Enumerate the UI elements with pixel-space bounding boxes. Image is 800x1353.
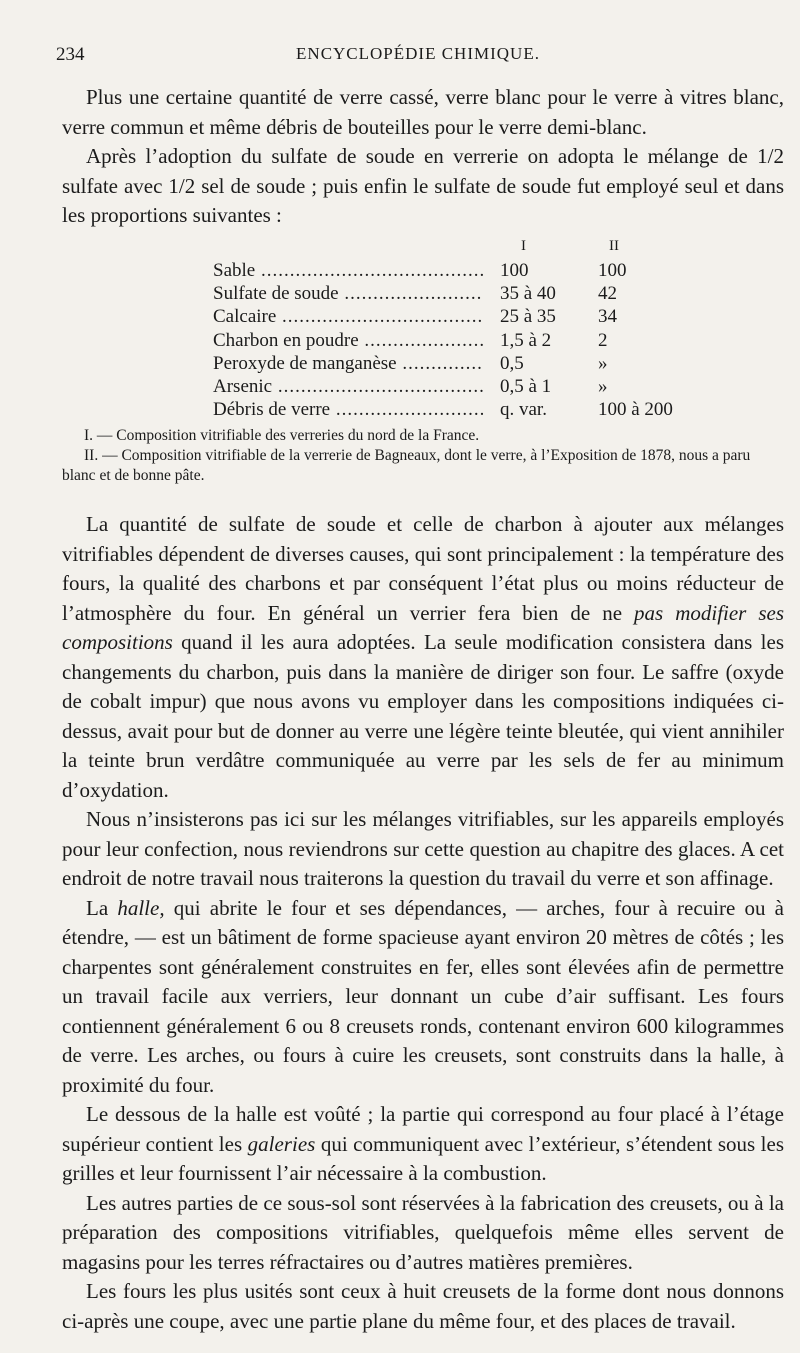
text-run: qui abrite le four et ses dépendances, — arches, four à recuire ou à étendre, — est un bâtiment de forme spacieuse ayant environ 20 mètres de côtés ; les charpentes sont généralement construites en fer, elles sont élevées afin de permettre un travail facile aux verriers, leur donnant un cube d’air suffisant. Les fours contiennent généralement 6 ou 8 creusets ronds, contenant environ 600 kilogrammes de verre. Les arches, ou fours à cuire les creusets, sont construits dans la halle, à proximité du four. [62, 895, 784, 1097]
value-col-i: 1,5 à 2 [500, 329, 552, 351]
page-number: 234 [56, 44, 85, 65]
paragraph-intro-1: Plus une certaine quantité de verre cassé, verre blanc pour le verre à vitres blanc, verre commun et même débris de bouteilles pour le verre demi-blanc. [62, 85, 784, 139]
table-row [213, 353, 683, 376]
ingredient-name: Arsenic ..... [213, 376, 483, 398]
value-col-i: 100 [500, 260, 529, 281]
value-col-ii: » [598, 352, 608, 374]
text-run: quand il les aura adoptées. La seule modification consistera dans les changements du charbon, puis dans la manière de diriger son four. Le saffre (oxyde de cobalt impur) que nous avons vu employer dans les compositions indiquées ci-dessus, avait pour but de donner au verre une légère teinte bleutée, qui vient annihiler la teinte brun verdâtre communiquée au verre par les sels de fer au minimum d’oxydation. [62, 630, 784, 802]
ingredient-name: Peroxyde de manganèse ..... [213, 353, 483, 375]
value-col-ii: 100 à 200 [598, 399, 673, 421]
value-col-ii: 100 [598, 260, 627, 281]
table-header [213, 234, 683, 260]
page-header [56, 44, 780, 70]
table-row [213, 260, 683, 283]
table-row [213, 330, 683, 353]
running-title: ENCYCLOPÉDIE CHIMIQUE. [296, 44, 540, 63]
value-col-i: 25 à 35 [500, 306, 556, 328]
footnote-ii: II. — Composition vitrifiable de la verrerie de Bagneaux, dont le verre, à l’Exposition de 1878, nous a paru blanc et de bonne pâte. [62, 447, 751, 484]
main-text [62, 510, 784, 1336]
italic-emphasis: galeries [247, 1131, 316, 1156]
paragraph-intro-2: Après l’adoption du sulfate de soude en verrerie on adopta le mélange de 1/2 sulfate avec 1/2 sel de soude ; puis enfin le sulfate de soude fut employé seul et dans les proportions suivantes : [62, 144, 784, 227]
paragraph-dessous [62, 1100, 784, 1189]
table-row [213, 399, 683, 422]
text-run: Le dessous de la halle est voûté ; la partie qui correspond au four placé à l’étage supérieur contient les [62, 1102, 784, 1156]
value-col-ii: 34 [598, 306, 617, 328]
ingredient-name: Sable ..... [213, 260, 483, 282]
table-row [213, 306, 683, 329]
footnote-i: I. — Composition vitrifiable des verreries du nord de la France. [84, 427, 480, 444]
italic-emphasis: pas modifier ses compositions [62, 600, 784, 654]
value-col-i: 0,5 à 1 [500, 375, 552, 397]
paragraph-sulfate [62, 510, 784, 805]
column-header-ii: II [609, 238, 619, 254]
ingredient-name: Calcaire ..... [213, 306, 483, 328]
text-run: qui communiquent avec l’extérieur, s’étendent sous les grilles et leur fournissent l’air nécessaire à la combustion. [62, 1131, 785, 1185]
table-row [213, 376, 683, 399]
ingredient-name: Charbon en poudre ..... [213, 330, 483, 352]
value-col-ii: 2 [598, 329, 608, 351]
paragraph-halle [62, 894, 784, 1101]
ingredient-name: Sulfate de soude ..... [213, 283, 483, 305]
intro-section [62, 83, 784, 231]
value-col-ii: » [598, 375, 608, 397]
text-run: La [86, 895, 118, 920]
ingredient-name: Débris de verre ..... [213, 399, 483, 421]
table-row [213, 283, 683, 306]
column-header-i: I [521, 238, 526, 254]
paragraph-fours: Les fours les plus usités sont ceux à huit creusets de la forme dont nous donnons ci-après une coupe, avec une partie plane du même four, et des places de travail. [62, 1279, 784, 1333]
value-col-i: 0,5 [500, 352, 524, 374]
table-footnotes [62, 426, 780, 486]
composition-table [213, 234, 683, 422]
value-col-i: 35 à 40 [500, 283, 556, 305]
paragraph-melanges: Nous n’insisterons pas ici sur les mélanges vitrifiables, sur les appareils employés pour leur confection, nous reviendrons sur cette question au chapitre des glaces. A cet endroit de notre travail nous traiterons la question du travail du verre et son affinage. [62, 807, 784, 890]
value-col-i: q. var. [500, 399, 547, 421]
value-col-ii: 42 [598, 283, 617, 305]
paragraph-sous-sol: Les autres parties de ce sous-sol sont réservées à la fabrication des creusets, ou à la préparation des compositions vitrifiables, quelquefois même elles servent de magasins pour les terres réfractaires ou d’autres matières premières. [62, 1190, 784, 1274]
text-run: La quantité de sulfate de soude et celle de charbon à ajouter aux mélanges vitrifiables dépendent de diverses causes, qui sont principalement : la température des fours, la qualité des charbons et par conséquent l’état plus ou moins réducteur de l’atmosphère du four. En général un verrier fera bien de ne [62, 512, 784, 625]
italic-emphasis: halle, [117, 895, 165, 920]
